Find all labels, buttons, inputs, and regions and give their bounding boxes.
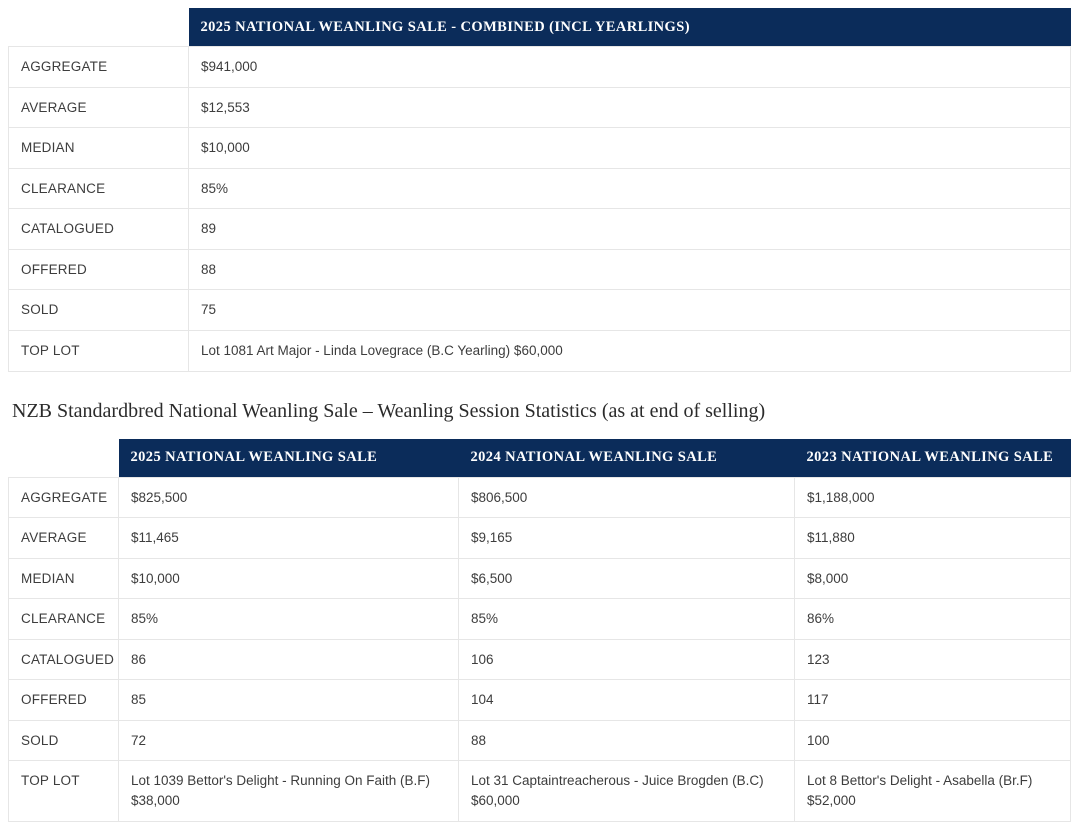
weanling-header-2025: 2025 NATIONAL WEANLING SALE: [119, 439, 459, 478]
row-value-aggregate: $941,000: [189, 47, 1071, 88]
cell-top-lot-2024: Lot 31 Captaintreacherous - Juice Brogden (B.C) $60,000: [459, 761, 795, 821]
cell-offered-2024: 104: [459, 680, 795, 721]
table-row: [9, 87, 1071, 128]
cell-median-2023: $8,000: [795, 558, 1071, 599]
row-label-aggregate: AGGREGATE: [9, 477, 119, 518]
table-row: [9, 168, 1071, 209]
cell-catalogued-2024: 106: [459, 639, 795, 680]
row-label-sold: SOLD: [9, 720, 119, 761]
row-label-median: MEDIAN: [9, 128, 189, 169]
row-label-aggregate: AGGREGATE: [9, 47, 189, 88]
table-row: [9, 477, 1071, 518]
row-label-average: AVERAGE: [9, 87, 189, 128]
combined-table-header-row: [9, 8, 1071, 47]
row-value-catalogued: 89: [189, 209, 1071, 250]
table-row: [9, 47, 1071, 88]
cell-average-2023: $11,880: [795, 518, 1071, 559]
combined-table-body: [9, 47, 1071, 372]
cell-clearance-2025: 85%: [119, 599, 459, 640]
weanling-header-2023: 2023 NATIONAL WEANLING SALE: [795, 439, 1071, 478]
row-label-offered: OFFERED: [9, 249, 189, 290]
row-label-catalogued: CATALOGUED: [9, 639, 119, 680]
weanling-table-head: [9, 439, 1071, 478]
table-row: [9, 290, 1071, 331]
table-row: [9, 330, 1071, 371]
table-row: [9, 518, 1071, 559]
cell-top-lot-2025: Lot 1039 Bettor's Delight - Running On Faith (B.F) $38,000: [119, 761, 459, 821]
weanling-header-2024: 2024 NATIONAL WEANLING SALE: [459, 439, 795, 478]
weanling-table-body: [9, 477, 1071, 821]
table-row: [9, 558, 1071, 599]
cell-catalogued-2023: 123: [795, 639, 1071, 680]
row-label-top-lot: TOP LOT: [9, 761, 119, 821]
row-value-average: $12,553: [189, 87, 1071, 128]
combined-table-head: [9, 8, 1071, 47]
weanling-session-statistics-table: [8, 439, 1071, 822]
cell-clearance-2023: 86%: [795, 599, 1071, 640]
row-label-clearance: CLEARANCE: [9, 599, 119, 640]
row-label-median: MEDIAN: [9, 558, 119, 599]
cell-catalogued-2025: 86: [119, 639, 459, 680]
weanling-table-header-row: [9, 439, 1071, 478]
cell-clearance-2024: 85%: [459, 599, 795, 640]
row-value-top-lot: Lot 1081 Art Major - Linda Lovegrace (B.C Yearling) $60,000: [189, 330, 1071, 371]
table-row: [9, 680, 1071, 721]
cell-sold-2025: 72: [119, 720, 459, 761]
row-value-clearance: 85%: [189, 168, 1071, 209]
cell-aggregate-2023: $1,188,000: [795, 477, 1071, 518]
cell-aggregate-2024: $806,500: [459, 477, 795, 518]
row-label-offered: OFFERED: [9, 680, 119, 721]
row-label-top-lot: TOP LOT: [9, 330, 189, 371]
cell-median-2024: $6,500: [459, 558, 795, 599]
table-row: [9, 128, 1071, 169]
table-row: [9, 599, 1071, 640]
combined-header-title: 2025 NATIONAL WEANLING SALE - COMBINED (INCL YEARLINGS): [189, 8, 1071, 47]
row-label-average: AVERAGE: [9, 518, 119, 559]
cell-sold-2023: 100: [795, 720, 1071, 761]
row-value-offered: 88: [189, 249, 1071, 290]
cell-median-2025: $10,000: [119, 558, 459, 599]
row-label-clearance: CLEARANCE: [9, 168, 189, 209]
cell-average-2025: $11,465: [119, 518, 459, 559]
cell-offered-2025: 85: [119, 680, 459, 721]
table-row: [9, 761, 1071, 821]
cell-aggregate-2025: $825,500: [119, 477, 459, 518]
cell-average-2024: $9,165: [459, 518, 795, 559]
cell-sold-2024: 88: [459, 720, 795, 761]
table-row: [9, 720, 1071, 761]
combined-sale-statistics-table: [8, 8, 1071, 372]
row-label-sold: SOLD: [9, 290, 189, 331]
cell-top-lot-2023: Lot 8 Bettor's Delight - Asabella (Br.F) $52,000: [795, 761, 1071, 821]
table-row: [9, 209, 1071, 250]
cell-offered-2023: 117: [795, 680, 1071, 721]
table-row: [9, 249, 1071, 290]
weanling-header-blank: [9, 439, 119, 478]
row-label-catalogued: CATALOGUED: [9, 209, 189, 250]
table-row: [9, 639, 1071, 680]
row-value-median: $10,000: [189, 128, 1071, 169]
combined-header-blank: [9, 8, 189, 47]
row-value-sold: 75: [189, 290, 1071, 331]
page-title: NZB Standardbred National Weanling Sale – Weanling Session Statistics (as at end of selling): [12, 399, 766, 422]
